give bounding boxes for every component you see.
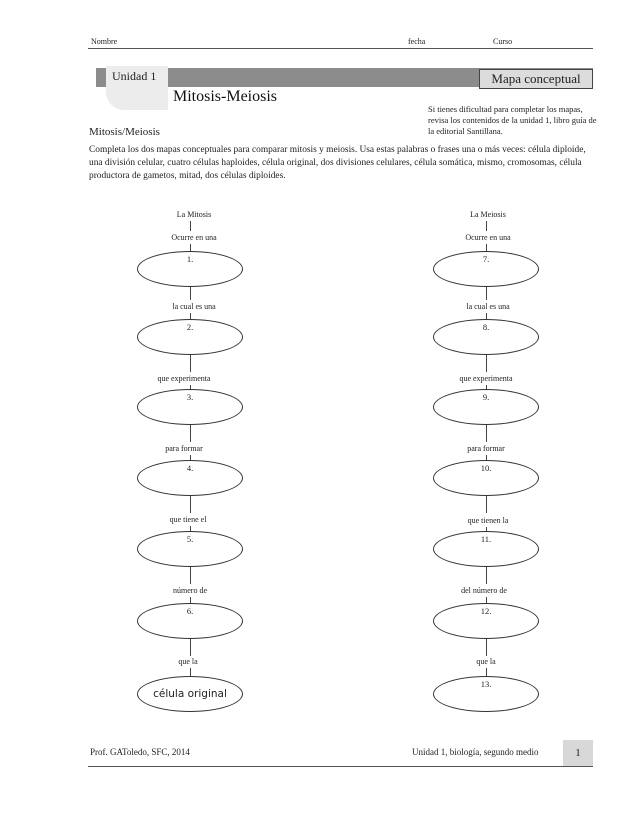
connector: [486, 355, 487, 372]
unit-label: Unidad 1: [112, 69, 157, 83]
connector: [486, 496, 487, 513]
oval-number: 8.: [482, 322, 490, 332]
oval-number: 12.: [480, 606, 492, 616]
oval-number: 5.: [186, 534, 194, 544]
section-subtitle: Mitosis/Meiosis: [89, 126, 160, 138]
right-map-top: La Meiosis: [470, 210, 506, 219]
page-title: Mitosis-Meiosis: [173, 88, 278, 105]
footer-author: Prof. GAToledo, SFC, 2014: [90, 747, 190, 757]
left-map-top: La Mitosis: [176, 210, 212, 219]
connector: [486, 287, 487, 300]
left-link-5: que tiene el: [169, 515, 207, 524]
left-link-6: número de: [173, 586, 207, 595]
right-link-1: Ocurre en una: [465, 233, 511, 242]
connector: [486, 567, 487, 584]
right-link-5: que tienen la: [467, 516, 509, 525]
final-oval: célula original: [137, 676, 243, 712]
connector: [190, 496, 191, 513]
connector: [486, 668, 487, 676]
connector: [190, 425, 191, 442]
mapa-conceptual-tag: Mapa conceptual: [479, 69, 593, 89]
oval-number: 13.: [480, 679, 492, 689]
oval-number: 3.: [186, 392, 194, 402]
footer-divider: [88, 766, 593, 767]
oval-number: 6.: [186, 606, 194, 616]
right-link-7: que la: [476, 657, 496, 666]
connector: [190, 639, 191, 656]
right-link-3: que experimenta: [459, 374, 513, 383]
left-link-3: que experimenta: [157, 374, 211, 383]
left-link-2: la cual es una: [172, 302, 216, 311]
left-link-1: Ocurre en una: [171, 233, 217, 242]
right-link-6: del número de: [461, 586, 507, 595]
oval-number: 4.: [186, 463, 194, 473]
oval-number: 7.: [482, 254, 490, 264]
oval-number: 1.: [186, 254, 194, 264]
help-note: Si tienes dificultad para completar los mapas, revisa los contenidos de la unidad 1, libro guía de la editorial Santillana.: [428, 104, 597, 136]
curso-label: Curso: [493, 37, 513, 46]
header-divider: [88, 48, 593, 49]
oval-number: 11.: [480, 534, 492, 544]
connector: [190, 567, 191, 584]
footer-course: Unidad 1, biología, segundo medio: [412, 747, 539, 757]
right-link-2: la cual es una: [466, 302, 510, 311]
oval-number: 9.: [482, 392, 490, 402]
left-link-4: para formar: [165, 444, 203, 453]
right-link-4: para formar: [467, 444, 505, 453]
page-number: 1: [563, 740, 593, 766]
connector: [486, 639, 487, 656]
fecha-label: fecha: [408, 37, 426, 46]
nombre-label: Nombre: [91, 37, 118, 46]
left-link-7: que la: [178, 657, 198, 666]
instructions: Completa los dos mapas conceptuales para comparar mitosis y meiosis. Usa estas palabras o frases una o más veces: célula diploide, una división celular, cuatro células haploides, célula original, dos divisiones celulares, célula somática, mismo, cromosomas, célula productora de gametos, mitad, dos células diploides.: [89, 145, 586, 181]
connector: [190, 355, 191, 372]
connector: [190, 221, 191, 231]
connector: [190, 287, 191, 300]
unit-tab: [106, 66, 168, 110]
oval-number: 2.: [186, 322, 194, 332]
connector: [486, 221, 487, 231]
connector: [190, 668, 191, 676]
oval-number: 10.: [480, 463, 492, 473]
connector: [486, 425, 487, 442]
